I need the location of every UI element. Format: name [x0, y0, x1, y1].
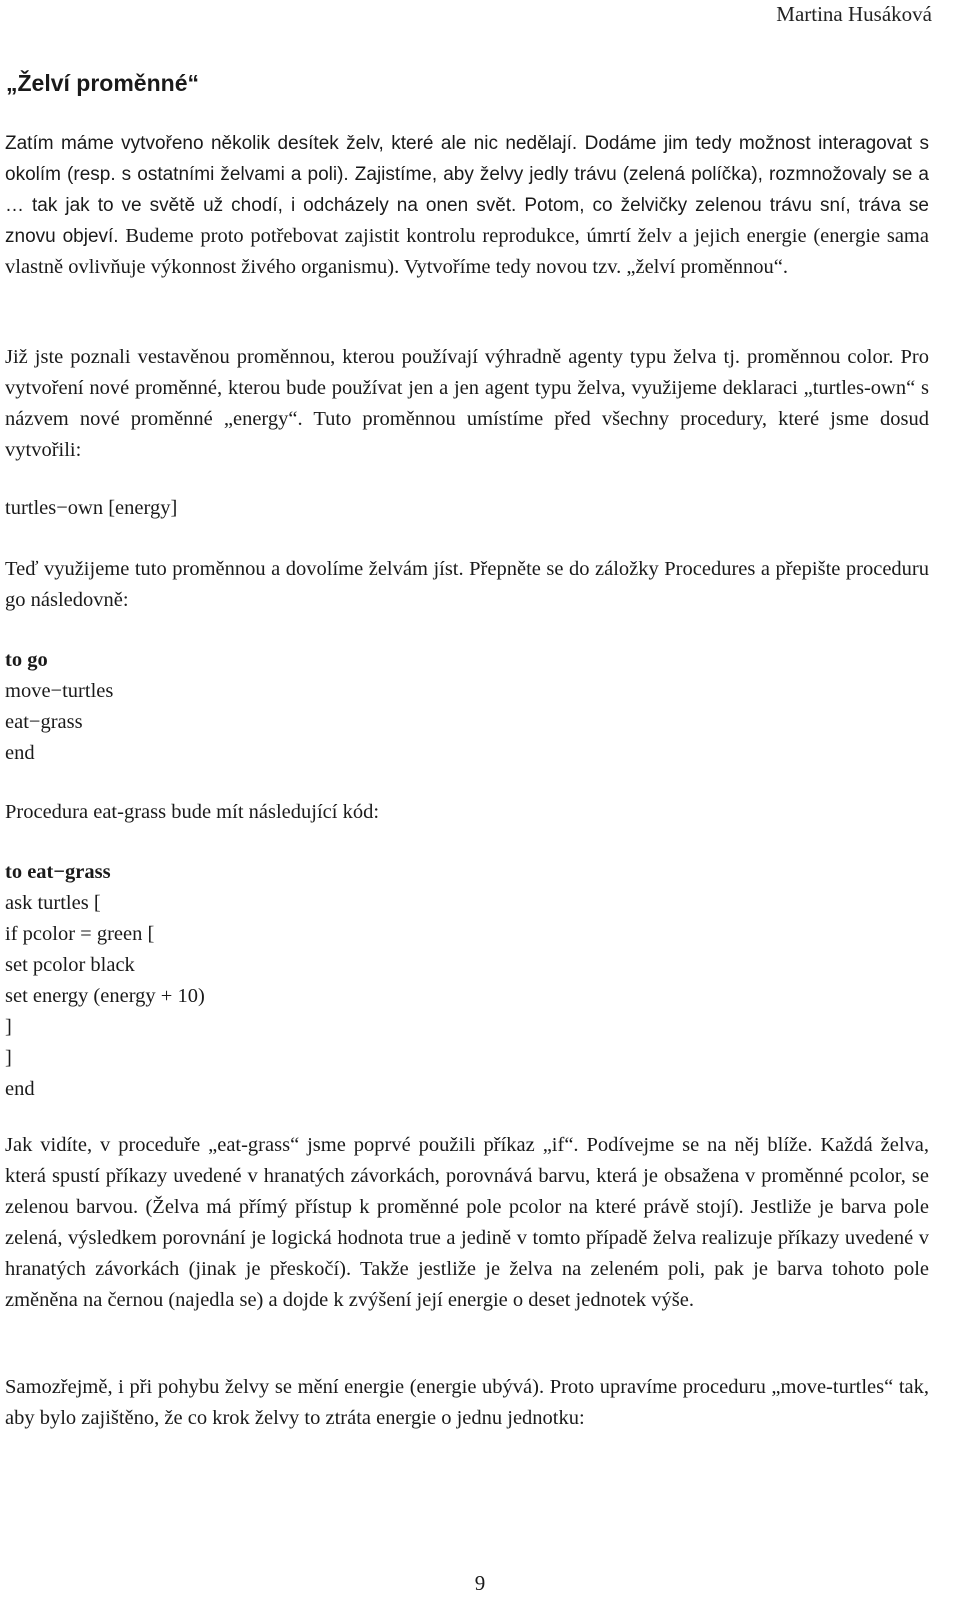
paragraph-intro-serif: Budeme proto potřebovat zajistit kontrolu reprodukce, úmrtí želv a jejich energie (energie sama vlastně ovlivňuje výkonnost živého organismu). Vytvoříme tedy novou tzv. „želví proměnnou“. — [5, 225, 929, 278]
code-go-line: to go — [5, 649, 48, 671]
paragraph-go-intro: Teď využijeme tuto proměnnou a dovolíme želvám jíst. Přepněte se do záložky Procedures a přepište proceduru go následovně: — [5, 558, 929, 611]
code-eat-grass-line: if pcolor = green [ — [5, 923, 155, 945]
paragraph-intro-sans: Zatím máme vytvořeno několik desítek želv, které ale nic nedělají. Dodáme jim tedy možnost interagovat s okolím (resp. s ostatními želvami a poli). Zajistíme, aby želvy jedly trávu (zelená políčka), rozmnožovaly se a … tak jak to ve světě už chodí, i odcházely na onen svět. Potom, co želvičky zelenou trávu sní, tráva se znovu objeví. — [5, 133, 929, 247]
paragraph-variable: Již jste poznali vestavěnou proměnnou, kterou používají výhradně agenty typu želva tj. proměnnou color. Pro vytvoření nové proměnné, kterou bude používat jen a jen agent typu želva, využijeme deklaraci „turtles-own“ s názvem nové proměnné „energy“. Tuto proměnnou umístíme před všechny procedury, které jsme dosud vytvořili: — [5, 346, 929, 461]
code-go-line: eat−grass — [5, 711, 83, 733]
header-author: Martina Husáková — [776, 2, 932, 26]
page-number: 9 — [474, 1571, 486, 1595]
code-go-line: move−turtles — [5, 680, 114, 702]
code-eat-grass-line: set energy (energy + 10) — [5, 985, 205, 1007]
code-block-eat-grass — [5, 857, 205, 1105]
code-eat-grass-line: ask turtles [ — [5, 892, 101, 914]
code-eat-grass-line: to eat−grass — [5, 861, 111, 883]
code-eat-grass-line: end — [5, 1078, 35, 1100]
code-eat-grass-line: set pcolor black — [5, 954, 135, 976]
code-eat-grass-line: ] — [5, 1047, 12, 1069]
paragraph-eat-grass-intro: Procedura eat-grass bude mít následující kód: — [5, 801, 380, 823]
paragraph-intro — [5, 128, 929, 283]
code-declaration: turtles−own [energy] — [5, 497, 178, 519]
section-title: „Želví proměnné“ — [6, 70, 199, 96]
code-go-line: end — [5, 742, 35, 764]
paragraph-if-explanation: Jak vidíte, v proceduře „eat-grass“ jsme poprvé použili příkaz „if“. Podívejme se na něj blíže. Každá želva, která spustí příkazy uvedené v hranatých závorkách, porovnává barvu, která je obsažena v proměnné pcolor, se zelenou barvou. (Želva má přímý přístup k proměnné pole pcolor na které právě stojí). Jestliže je barva pole zelená, výsledkem porovnání je logická hodnota true a jedině v tomto případě želva realizuje příkazy uvedené v hranatých závorkách (jinak je přeskočí). Takže jestliže je želva na zeleném poli, pak je barva tohoto pole změněna na černou (najedla se) a dojde k zvýšení její energie o deset jednotek výše. — [5, 1134, 929, 1311]
code-block-go — [5, 645, 113, 769]
code-eat-grass-line: ] — [5, 1016, 12, 1038]
paragraph-move-turtles: Samozřejmě, i při pohybu želvy se mění energie (energie ubývá). Proto upravíme proceduru „move-turtles“ tak, aby bylo zajištěno, že co krok želvy to ztráta energie o jednu jednotku: — [5, 1376, 929, 1429]
